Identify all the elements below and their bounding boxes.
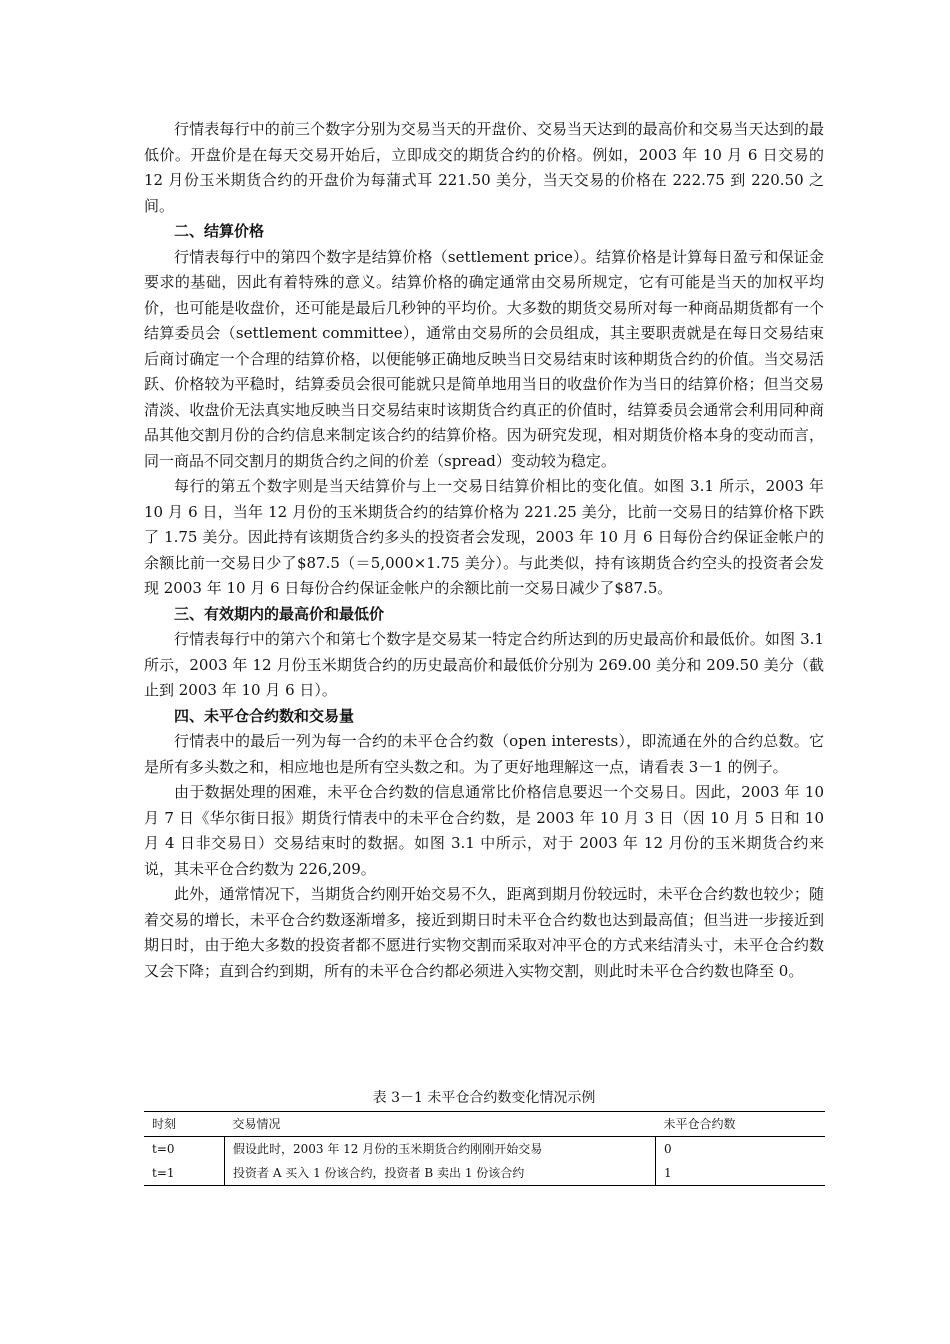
table-row [144, 1161, 825, 1186]
table-cell-time: t=0 [152, 1142, 175, 1156]
column-header-time: 时刻 [152, 1117, 177, 1131]
paragraph-lifetime-high-low: 行情表每行中的第六个和第七个数字是交易某一特定合约所达到的历史最高价和最低价。如图 3.1 所示，2003 年 12 月份玉米期货合约的历史最高价和最低价分别为 269.00 美分和 209.50 美分（截止到 2003 年 10 月 6 日）。 [144, 630, 824, 699]
paragraph-open-interest-definition: 行情表中的最后一列为每一合约的未平仓合约数（open interests），即流通在外的合约总数。它是所有多头数之和，相应地也是所有空头数之和。为了更好地理解这一点，请看表 3－1 的例子。 [144, 732, 824, 776]
table-cell-trade: 投资者 A 买入 1 份该合约，投资者 B 卖出 1 份该合约 [225, 1161, 656, 1186]
table-cell-time: t=1 [152, 1166, 175, 1180]
column-header-open-interest: 未平仓合约数 [663, 1117, 736, 1131]
table-caption: 表 3－1 未平仓合约数变化情况示例 [372, 1090, 596, 1106]
paragraph-price-change: 每行的第五个数字则是当天结算价与上一交易日结算价相比的变化值。如图 3.1 所示，2003 年 10 月 6 日，当年 12 月份的玉米期货合约的结算价格为 221.25 美分，比前一交易日的结算价格下跌了 1.75 美分。因此持有该期货合约多头的投资者会发现，2003 年 10 月 6 日每份合约保证金帐户的余额比前一交易日少了$87.5（＝5,000×1.75 美分）。与此类似，持有该期货合约空头的投资者会发现 2003 年 10 月 6 日每份合约保证金帐户的余额比前一交易日减少了$87.5。 [144, 477, 824, 597]
body-text [144, 117, 824, 984]
section-heading-lifetime-high-low: 三、有效期内的最高价和最低价 [174, 604, 385, 623]
table-cell-trade: 假设此时，2003 年 12 月份的玉米期货合约刚刚开始交易 [225, 1137, 656, 1162]
table-cell-open-interest: 0 [656, 1137, 826, 1162]
table-header-row [144, 1112, 825, 1137]
column-header-trade: 交易情况 [232, 1117, 281, 1131]
paragraph-opening-prices: 行情表每行中的前三个数字分别为交易当天的开盘价、交易当天达到的最高价和交易当天达到的最低价。开盘价是在每天交易开始后，立即成交的期货合约的价格。例如，2003 年 10 月 6 日交易的 12 月份玉米期货合约的开盘价为每蒲式耳 221.50 美分，当天交易的价格在 222.75 到 220.50 之间。 [144, 120, 824, 215]
table-row [144, 1137, 825, 1162]
section-heading-open-interest: 四、未平仓合约数和交易量 [174, 706, 355, 725]
paragraph-open-interest-lag: 由于数据处理的困难，未平仓合约数的信息通常比价格信息要迟一个交易日。因此，2003 年 10 月 7 日《华尔街日报》期货行情表中的未平仓合约数，是 2003 年 10 月 3 日（因 10 月 5 日和 10 月 4 日非交易日）交易结束时的数据。如图 3.1 中所示，对于 2003 年 12 月份的玉米期货合约来说，其未平仓合约数为 226,209。 [144, 783, 824, 878]
table-cell-open-interest: 1 [656, 1161, 826, 1186]
paragraph-settlement-price: 行情表每行中的第四个数字是结算价格（settlement price）。结算价格是计算每日盈亏和保证金要求的基础，因此有着特殊的意义。结算价格的确定通常由交易所规定，它有可能是当天的加权平均价，也可能是收盘价，还可能是最后几秒钟的平均价。大多数的期货交易所对每一种商品期货都有一个结算委员会（settlement committee），通常由交易所的会员组成，其主要职责就是在每日交易结束后商讨确定一个合理的结算价格，以便能够正确地反映当日交易结束时该种期货合约的价值。当交易活跃、价格较为平稳时，结算委员会很可能就只是简单地用当日的收盘价作为当日的结算价格；但当交易清淡、收盘价无法真实地反映当日交易结束时该期货合约真正的价值时，结算委员会通常会利用同种商品其他交割月份的合约信息来制定该合约的结算价格。因为研究发现，相对期货价格本身的变动而言，同一商品不同交割月的期货合约之间的价差（spread）变动较为稳定。 [144, 247, 824, 470]
section-heading-settlement-price: 二、结算价格 [174, 222, 265, 240]
open-interest-table [144, 1111, 825, 1186]
paragraph-open-interest-lifecycle: 此外，通常情况下，当期货合约刚开始交易不久，距离到期月份较远时，未平仓合约数也较少；随着交易的增长，未平仓合约数逐渐增多，接近到期日时未平仓合约数也达到最高值；但当进一步接近到期日时，由于绝大多数的投资者都不愿进行实物交割而采取对冲平仓的方式来结清头寸，未平仓合约数又会下降；直到合约到期，所有的未平仓合约都必须进入实物交割，则此时未平仓合约数也降至 0。 [144, 885, 824, 980]
